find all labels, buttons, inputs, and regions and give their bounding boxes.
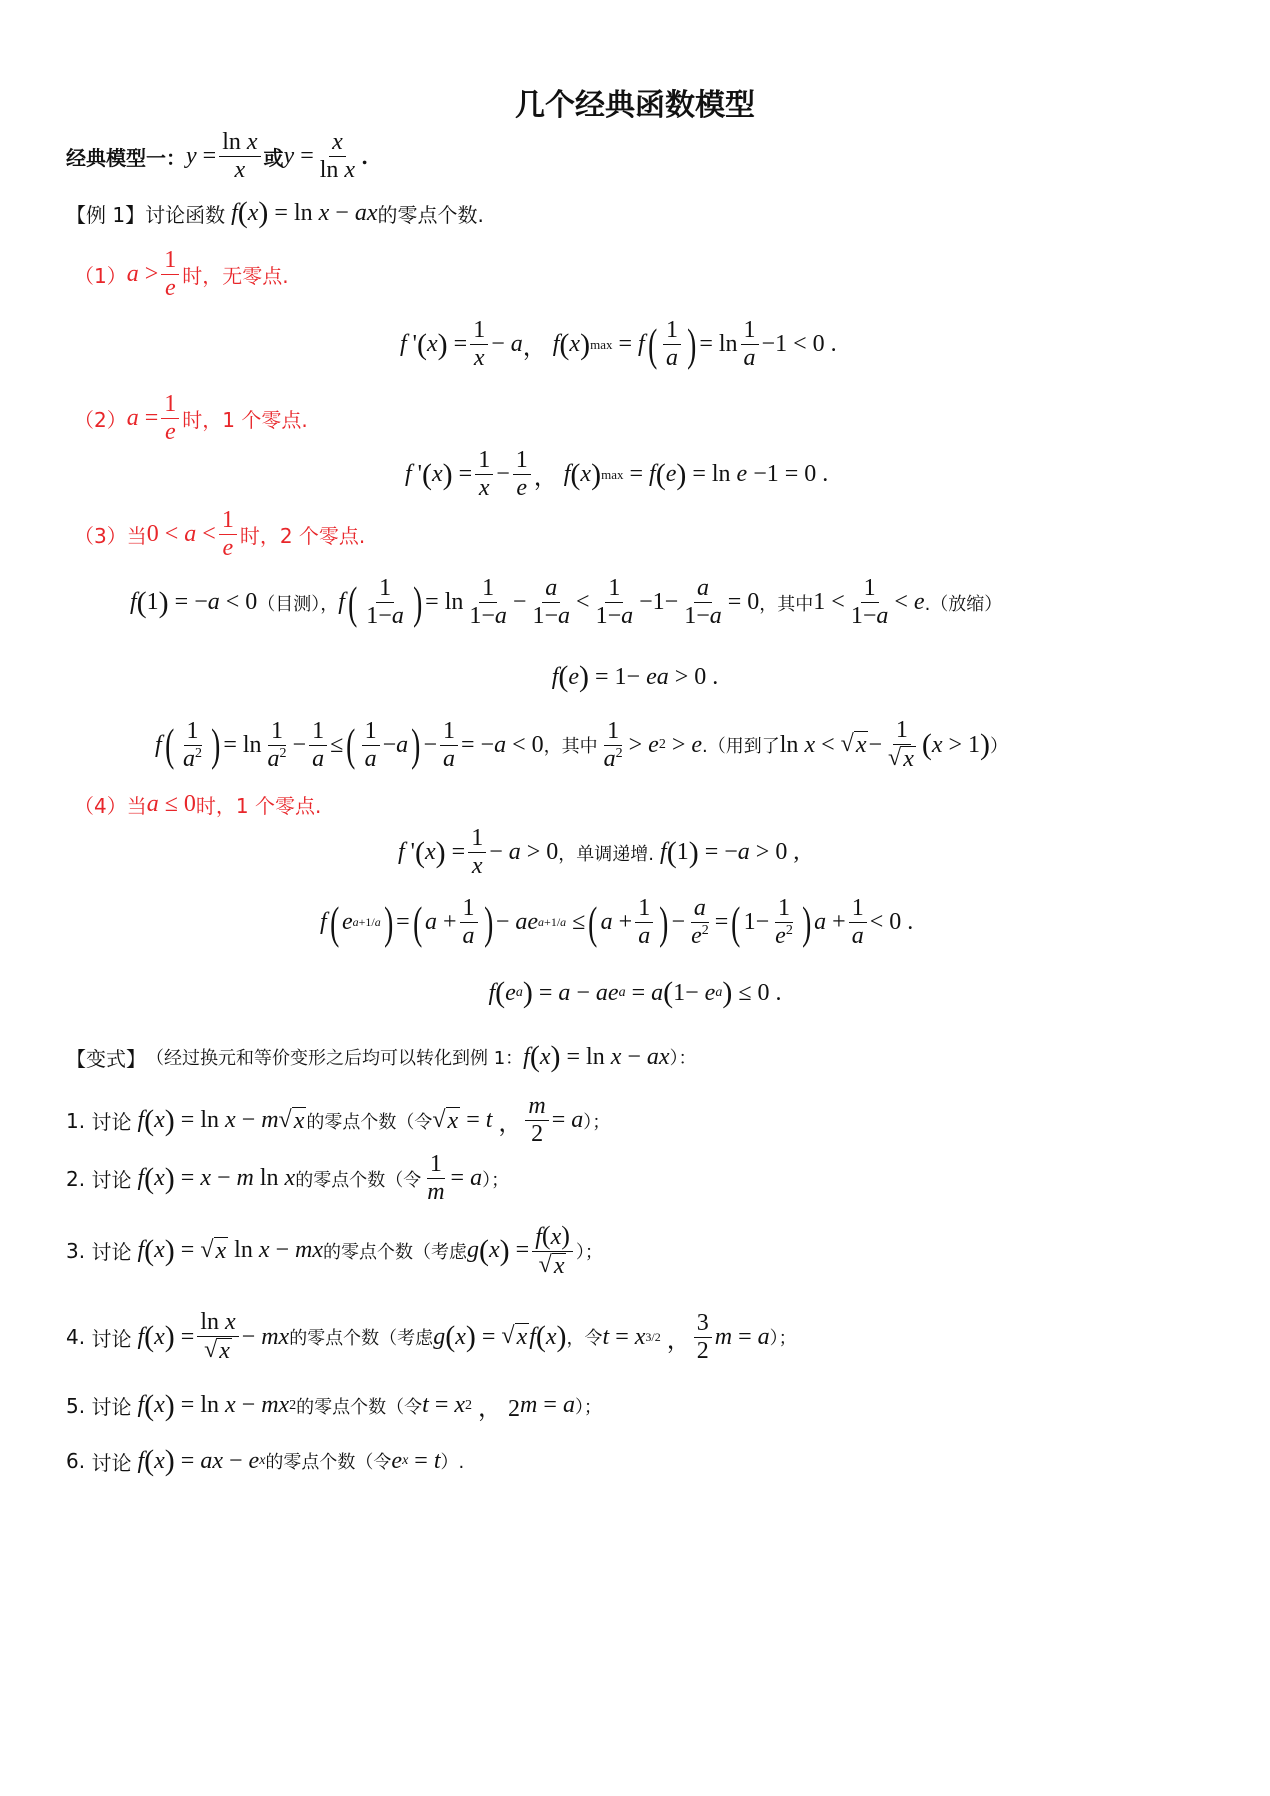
case-1-heading [74,248,289,301]
case-4-suffix: 时，1 个零点. [195,794,322,818]
variant-1-pre: 讨论 [91,1110,132,1135]
note-qizhong: ，其中 [759,593,814,615]
model-label: 经典模型一： [66,146,186,171]
case-3-heading [74,508,365,561]
variant-5-mid: 的零点个数（令 [296,1396,423,1418]
case-3-suffix: 时，2 个零点. [239,524,366,549]
variant-1-mid: 的零点个数（令 [306,1111,433,1133]
model-conj: 或 [263,146,284,171]
example-text-post: 的零点个数. [377,202,484,227]
variant-4-mid2: ，令 [566,1328,603,1350]
variant-4-num: 4. [66,1325,86,1350]
case-1-suffix: 时，无零点. [182,264,289,289]
case-2-formula: f ' ( x ) = $\frac{1}{x}$ − $\frac{1}{e}$ ， f ( x ) max = f ( e ) = ln e −1 = 0 . [405,447,829,502]
case-1-formula: f ' ( x ) = $\frac{1}{x}$ − a ， f ( x ) max = f ( $\frac{1}{a}$ ) = ln $\frac{1}{a}$ −1 < 0 . [400,317,837,372]
variant-3-pre: 讨论 [91,1240,132,1265]
variant-1-post: ）； [583,1111,611,1133]
variant-4: 4. 讨论 f ( x ) = ln x √ x − mx 的零点个数（考虑 g ( x ) = √ x f ( x ) ，令 t = x 3/2 ， $\frac{3}{2}$ m = a ）； [66,1309,797,1365]
case-2-cond: a = $\frac{1}{e}$ [127,392,183,445]
variant-3-num: 3. [66,1238,86,1263]
variant-3-post: ）； [575,1241,603,1263]
variant-5-post: ）； [574,1396,602,1418]
note-qizhong2: ，其中 [543,736,598,758]
note-suofang: .（放缩） [924,593,1003,615]
note-mushi: （目测）， [257,593,339,615]
variant-5-num: 5. [66,1393,86,1418]
variant-6-pre: 讨论 [91,1450,132,1475]
note-dantiao: ，单调递增. [558,843,655,865]
note-yongdao: .（用到了 [702,736,780,758]
case-2-heading [74,392,308,445]
model-formula-1: y = $\frac{\text{ln x}}{x}$ [186,130,264,183]
variant-4-post: ）； [769,1328,797,1350]
case-3-formula-1: f ( 1 ) = − a < 0 （目测）， f ( $\frac{1}{1-a}$ ) = ln $\frac{1}{1-a}$ − $\frac{a}{1-a}$ < $\frac{1}{1-a}$ −1− $\frac{a}{1-a}$ = 0 ，其中 1 < $\frac{1}{1-a}$ < e .（放缩） [130,575,1003,630]
case-1-cond: a > $\frac{1}{e}$ [127,248,183,301]
variant-3: 3. 讨论 f ( x ) = √ x ln x − mx 的零点个数（考虑 g ( x ) = f(x) √ x ）； [66,1221,603,1280]
note-yongdao-end: ） [990,736,1009,758]
case-4-label: （4）当 [74,794,147,818]
model-end: . [361,144,369,169]
case-3-formula-2: f ( e ) = 1− ea > 0 . [551,660,719,693]
example-text-pre: 讨论函数 [145,202,226,227]
example-formula: f ( x ) = ln x − ax [231,196,378,229]
case-3-formula-3: f ( $\frac{1}{a^2}$ ) = ln $\frac{1}{a^2}$ − $\frac{1}{a}$ ≤ ( $\frac{1}{a}$ − a ) − $\frac{1}{a}$ = − a < 0 ，其中 $\frac{1}{a^2}$ > e 2 > e .（用到了 ln x < √ x − 1 √ x ( x > 1 ) ） [155,717,1009,773]
variant-6-post: ）. [440,1452,465,1473]
case-4-formula-2: f ( e a+1/a ) = ( a + $\frac{1}{a}$ ) − ae a+1/a ≤ ( a + $\frac{1}{a}$ ) − $\frac{a}{e^2}$ = ( 1− $\frac{1}{e^2}$ ) a + $\frac{1}{a}$ < 0 . [320,895,914,950]
variant-heading [66,1040,697,1074]
variant-2-post: ）； [482,1169,510,1191]
page-title [0,80,1270,124]
case-2-suffix: 时，1 个零点. [182,408,308,433]
variant-1-num: 1. [66,1108,86,1133]
variant-formula: f ( x ) = ln x − ax [523,1040,670,1073]
case-2-label: （2） [74,408,127,433]
variant-end: ）： [669,1048,697,1069]
page-title-text: 几个经典函数模型 [515,88,755,123]
variant-3-mid: 的零点个数（考虑 [323,1241,468,1263]
model-heading [66,130,368,183]
case-3-label: （3）当 [74,524,147,549]
variant-text: （经过换元和等价变形之后均可以转化到例 1： [146,1048,524,1069]
case-3-cond: 0 < a < $\frac{1}{e}$ [147,508,240,561]
variant-6: 6. 讨论 f ( x ) = ax − e x 的零点个数（令 e x = t ）. [66,1444,465,1477]
case-4-formula-1: f ' ( x ) = $\frac{1}{x}$ − a > 0 ，单调递增. f ( 1 ) = − a > 0 , [398,825,800,880]
variant-4-pre: 讨论 [91,1326,132,1351]
case-4-cond: a ≤ 0 [146,791,196,817]
variant-2-mid: 的零点个数（令 [295,1169,422,1191]
variant-2-pre: 讨论 [91,1168,132,1193]
case-1-label: （1） [74,264,127,289]
variant-2-num: 2. [66,1166,86,1191]
variant-5: 5. 讨论 f ( x ) = ln x − mx 2 的零点个数（令 t = x 2 ， 2 m = a ）； [66,1388,602,1422]
case-4-heading [74,790,321,819]
variant-1: 1. 讨论 f ( x ) = ln x − m √ x 的零点个数（令 √ x = t ， $\frac{m}{2}$ = a ）； [66,1093,611,1148]
example-line [66,196,484,230]
variant-4-mid: 的零点个数（考虑 [289,1328,434,1350]
variant-6-num: 6. [66,1449,86,1473]
variant-2: 2. 讨论 f ( x ) = x − m ln x 的零点个数（令 $\frac{1}{m}$ = a ）； [66,1151,510,1206]
case-4-formula-3: f ( e a ) = a − ae a = a ( 1− e a ) ≤ 0 . [488,976,782,1009]
model-formula-2: y = $\frac{x}{\text{ln x}}$ [283,129,356,184]
example-label: 【例 1】 [66,202,146,227]
variant-6-mid: 的零点个数（令 [265,1452,392,1473]
variant-5-pre: 讨论 [91,1395,132,1419]
variant-label: 【变式】 [66,1046,146,1071]
